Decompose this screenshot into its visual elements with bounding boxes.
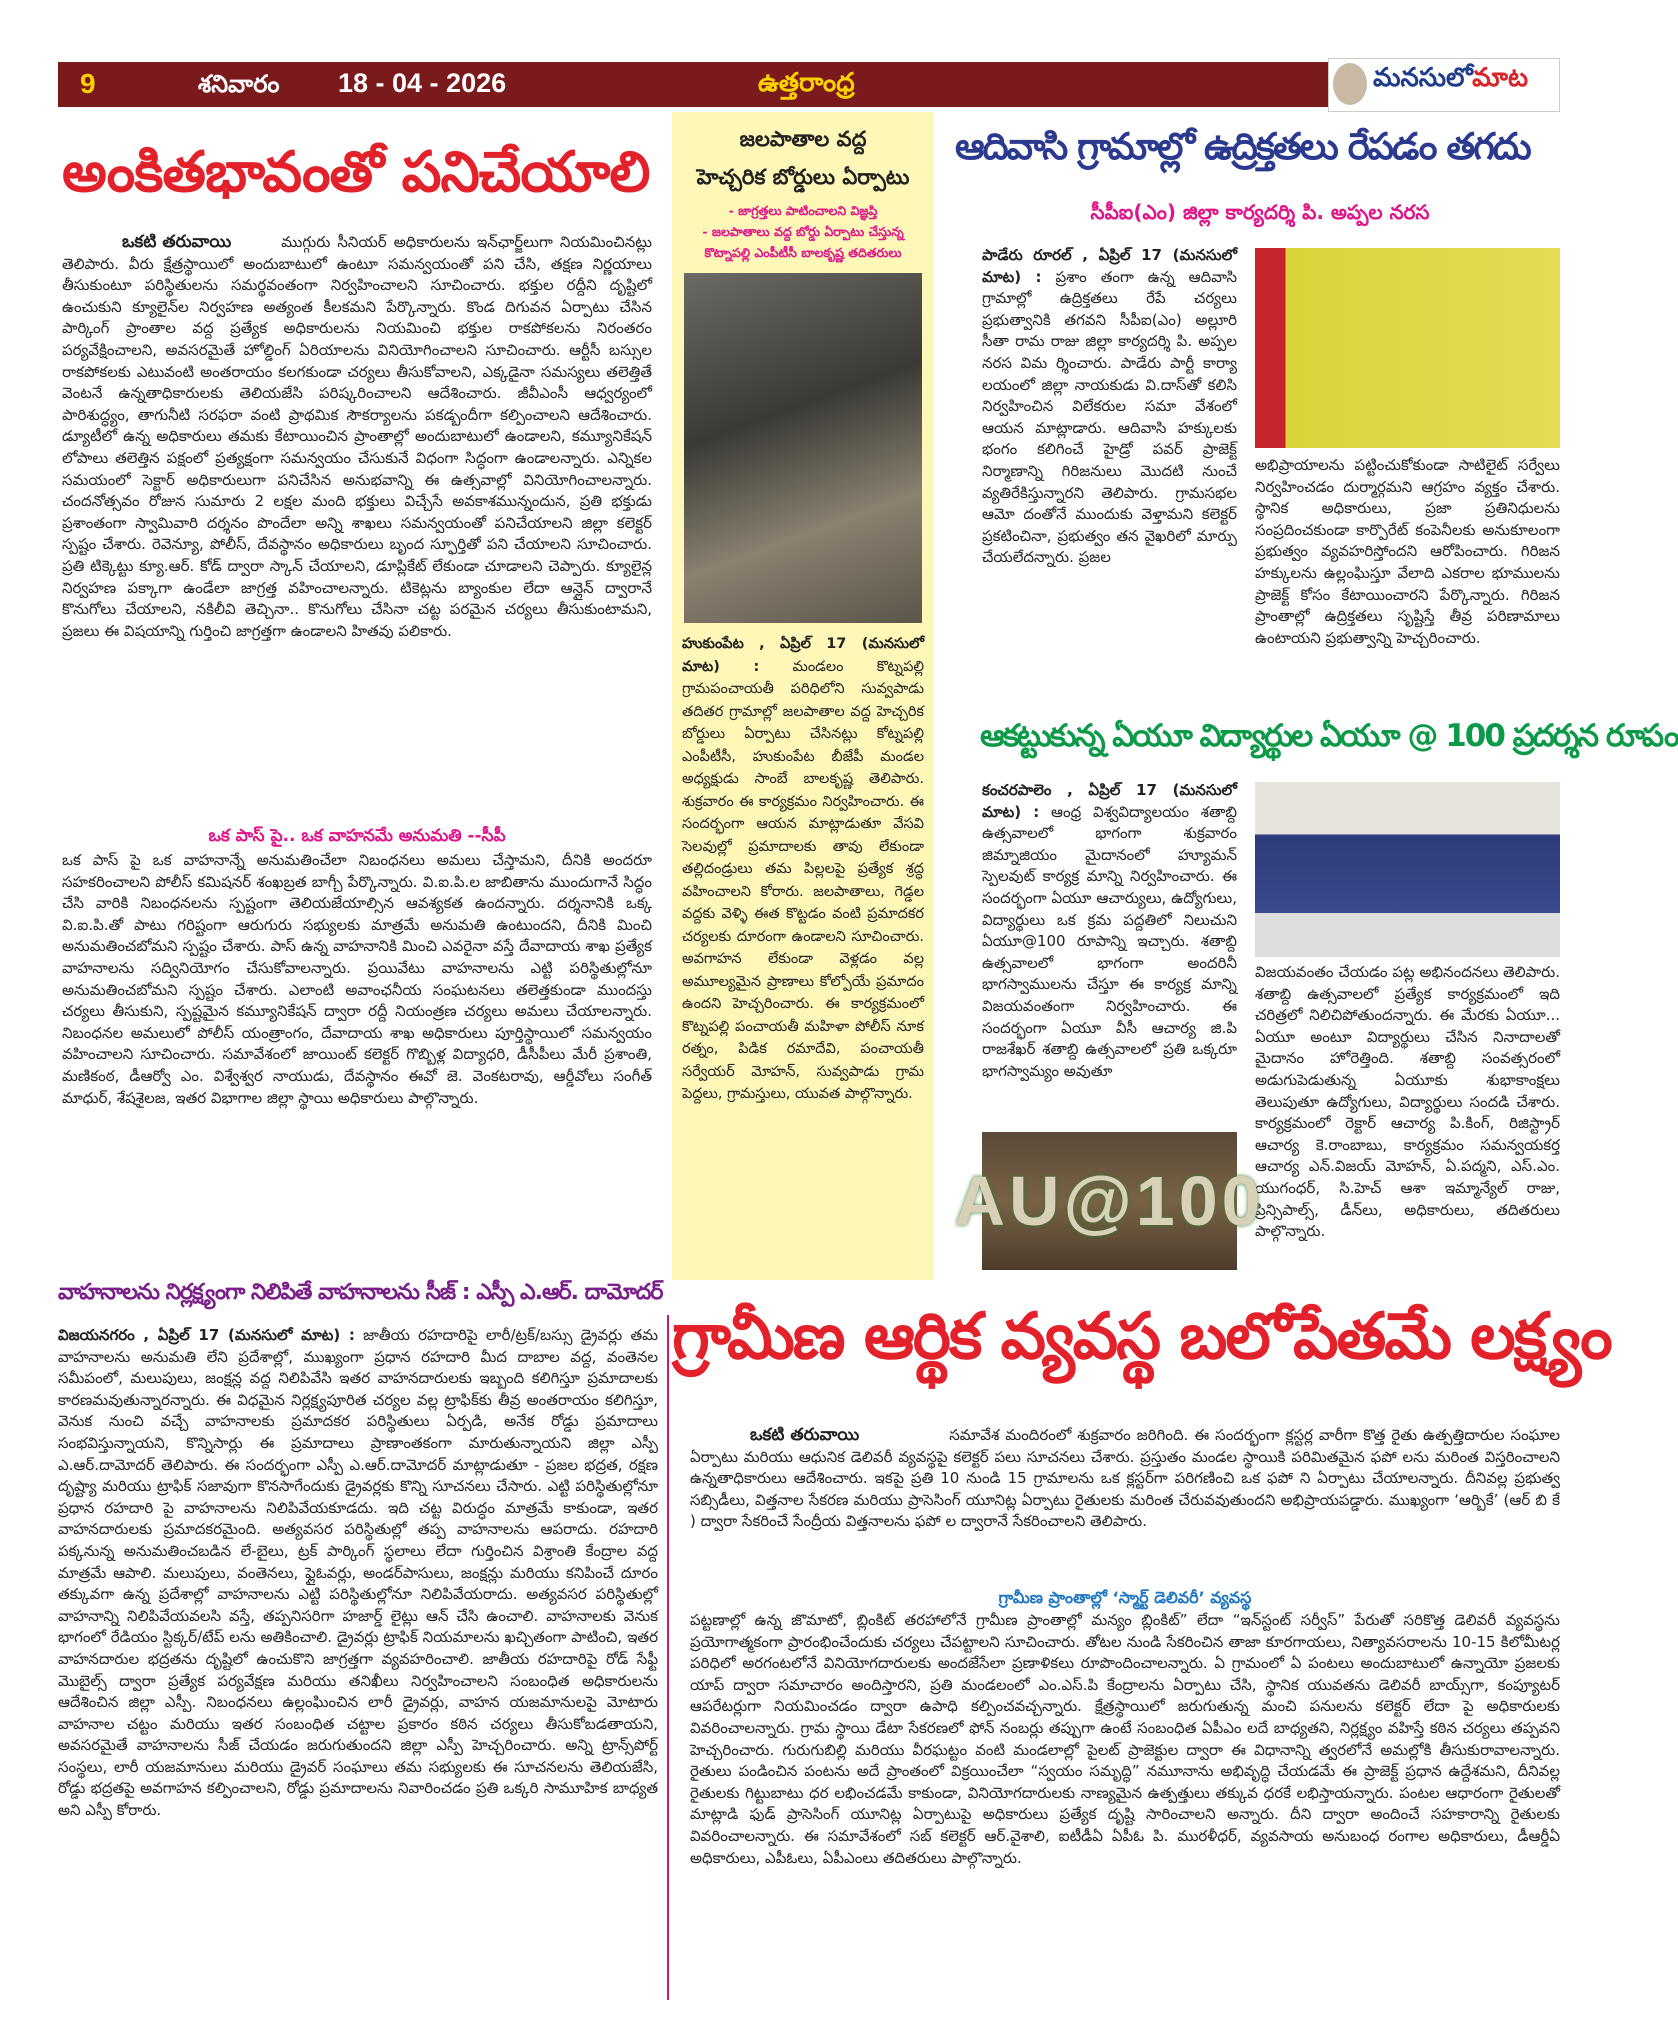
waterfall-photo (684, 273, 922, 623)
article5-headline: ఆకట్టుకున్న ఏయూ విద్యార్థుల ఏయూ @ 100 ప్రదర్శన రూపం (980, 718, 1678, 754)
article2-dateline: విజయనగరం , ఏప్రిల్ 17 (మనసులో మాట) : (58, 1326, 355, 1344)
article5-dateline: కంచరపాలెం , ఏప్రిల్ 17 (మనసులో మాట) : (982, 781, 1237, 821)
article5-body-cont: విజయవంతం చేయడం పట్ల అభినందనలు తెలిపారు. శతాబ్ది ఉత్సవాలలో ప్రత్యేక కార్యక్రమంలో ఇది చరిత్రలో నిలిచిపోతుందన్నారు. ఈ మేరకు ఏయూ... ఏయూ అంటూ విద్యార్థులు చేసిన నినాదాలతో మైదానం హోరెత్తింది. శతాబ్ది సంవత్సరంలో అడుగుపెడుతున్న ఏయూకు శుభాకాంక్షలు తెలుపుతూ ఉద్యోగులు, విద్యార్థులు సందడి చేశారు. కార్యక్రమంలో రెక్టార్ ఆచార్య పి.కింగ్, రిజిస్ట్రార్ ఆచార్య కె.రాంబాబు, కార్యక్రమం సమన్వయకర్త ఆచార్య ఎన్.విజయ్ మోహన్, ఏ.పద్మని, ఎస్.ఎం. యుగంధర్, సి.హెచ్ ఆశా ఇమ్మాన్యేల్ రాజు, ప్రిన్సిపాల్స్, డీన్‌లు, అధికారులు, తదితరులు పాల్గొన్నారు. (1255, 963, 1560, 1241)
newspaper-logo (1328, 58, 1560, 112)
article2-headline: వాహనాలను నిర్లక్ష్యంగా నిలిపితే వాహనాలను సీజ్ : ఎస్పీ ఎ.ఆర్. దామోదర్ (58, 1280, 663, 1305)
date: 18 - 04 - 2026 (338, 68, 507, 98)
article3-headline-line2: హెచ్చరిక బోర్డులు ఏర్పాటు (696, 165, 910, 189)
article4-body (982, 245, 1237, 685)
article3-bullet2: - జలపాతాలు వద్ద బోర్డు ఏర్పాటు చేస్తున్న కొట్నాపల్లి ఎంపీటీసీ బాలకృష్ణ తదితరులు (702, 224, 904, 260)
article3-box (672, 112, 934, 1280)
article1-headline: అంకితభావంతో పనిచేయాలి (62, 140, 650, 205)
article4-subhead: సీపీఐ(ఎం) జిల్లా కార్యదర్శి పి. అప్పల నరస (1090, 200, 1430, 224)
cpim-leaders-photo (1255, 248, 1560, 448)
article4-body-cont: అభిప్రాయాలను పట్టించుకోకుండా సాటిలైట్ సర్వేలు నిర్వహించడం దుర్మార్గమని ఆగ్రహం వ్యక్తం చేశారు. స్థానిక అధికారులు, ప్రజా ప్రతినిధులను సంప్రదించకుండా కార్పొరేట్ కంపెనీలకు అనుకూలంగా ప్రభుత్వం వ్యవహరిస్తోందని ఆరోపించారు. గిరిజన హక్కులను ఉల్లంఘిస్తూ వేలాది ఎకరాల భూములను ప్రాజెక్ట్ కోసం కేటాయించారని పేర్కొన్నారు. గిరిజన ప్రాంతాల్లో ఉద్రిక్తతలు సృష్టిస్తే తీవ్ర పరిణామాలు ఉంటాయని ప్రభుత్వాన్ని హెచ్చరించారు. (1255, 456, 1560, 647)
au100-formation-photo (954, 1132, 1265, 1270)
article6-body (690, 1425, 1560, 1585)
logo-text-a: మనసులో (1373, 63, 1473, 93)
article3-text: మండలం కొట్నపల్లి గ్రామపంచాయతీ పరిధిలోని సువ్వపాడు తదితర గ్రామాల్లో జలపాతాల వద్ద హెచ్చరిక బోర్డులు ఏర్పాటు చేసినట్లు కోట్నపల్లి ఎంపీటీసీ, హుకుంపేట బీజేపీ మండల అధ్యక్షుడు సాంబే బాలకృష్ణ తెలిపారు. శుక్రవారం ఈ కార్యక్రమం నిర్వహించారు. ఈ సందర్భంగా ఆయన మాట్లాడుతూ వేసవి సెలవుల్లో ప్రమాదాలకు తావు లేకుండా తల్లిదండ్రులు తమ పిల్లలపై ప్రత్యేక శ్రద్ధ వహించాలని కోరారు. జలపాతాలు, గెడ్డల వద్దకు వెళ్ళి ఈత కొట్టడం వంటి ప్రమాదకర చర్యలకు దూరంగా ఉండాలని సూచించారు. అవగాహన లేకుండా వెళ్లడం వల్ల అమూల్యమైన ప్రాణాలు కోల్పోయే ప్రమాదం ఉందని హెచ్చరించారు. ఈ కార్యక్రమంలో కొట్నపల్లి పంచాయతీ మహిళా పోలీస్ నూక రత్నం, పిడిక రమాదేవి, పంచాయతీ సర్వేయర్ మోహన్, సువ్వపాడు గ్రామ పెద్దలు, గ్రామస్తులు, యువత పాల్గొన్నారు. (682, 658, 925, 1102)
article1-subhead: ఒక పాస్ పై.. ఒక వాహనమే అనుమతి --సీపీ (208, 826, 506, 846)
article3-dateline: హుకుంపేట , ఏప్రిల్ 17 (మనసులో మాట) : (682, 636, 924, 675)
article6-dateline: ఒకటి తరువాయి (750, 1425, 860, 1445)
article6-text: సమావేశ మందిరంలో శుక్రవారం జరిగింది. ఈ సందర్భంగా క్లస్టర్ల వారీగా కొత్త రైతు ఉత్పత్తిదారుల సంఘాల ఏర్పాటు మరియు ఆధునిక డెలివరీ వ్యవస్థపై కలెక్టర్ పలు సూచనలు చేశారు. ప్రస్తుతం మండల స్థాయికి పరిమితమైన ఫపో లను మరింత విస్తరించాలని ఉన్నతాధికారులు ఆదేశించారు. ఇకపై ప్రతి 10 నుండి 15 గ్రామాలను ఒక క్లస్టర్‌గా పరిగణించి ఒక ఫపో ని ఏర్పాటు చేయాలన్నారు. దీనివల్ల ప్రభుత్వ సబ్సిడీలు, విత్తనాల సేకరణ మరియు ప్రాసెసింగ్ యూనిట్ల ఏర్పాటు రైతులకు మరింత చేరువవుతుందని అభిప్రాయపడ్డారు. ముఖ్యంగా ‘ఆర్బికే’ (ఆర్ బి కే ) ద్వారా సేకరించే సేంద్రీయ విత్తనాలను ఫపో ల ద్వారానే సేకరించాలని తెలిపారు. (690, 1426, 1560, 1531)
logo-text-b: మాట (1472, 63, 1529, 93)
article4-text: ప్రశాం తంగా ఉన్న ఆదివాసి గ్రామాల్లో ఉద్రిక్తతలు రేపే చర్యలు ప్రభుత్వానికి తగవని సీపీఐ(ఎం) అల్లూరి సీతా రామ రాజు జిల్లా కార్యదర్శి పి. అప్పల నరస విమ ర్శించారు. పాడేరు పార్టీ కార్యా లయంలో జిల్లా నాయకుడు వి.దాస్‌తో కలిసి నిర్వహించిన విలేకరుల సమా వేశంలో ఆయన మాట్లాడారు. ఆదివాసి హక్కులకు భంగం కలిగించే హైడ్రో పవర్ ప్రాజెక్ట్ నిర్మాణాన్ని గిరిజనులు మొదటి నుంచే వ్యతిరేకిస్తున్నారని తెలిపారు. గ్రామసభల ఆమో దంతోనే ముందుకు వెళ్తామని కలెక్టర్ ప్రకటించినా, ప్రభుత్వం తన వైఖరిలో మార్పు చేయలేదన్నారు. ప్రజల (982, 267, 1237, 567)
article2-body (58, 1325, 658, 2005)
logo-portrait-icon (1333, 63, 1367, 105)
article4-dateline: పాడేరు రూరల్ , ఏప్రిల్ 17 (మనసులో మాట) : (982, 246, 1237, 286)
article3-headline-line1: జలపాతాల వద్ద (739, 127, 867, 151)
article3-body (682, 633, 924, 1203)
column-divider (667, 1315, 669, 2000)
day: శనివారం (198, 70, 280, 98)
au100-image-text: AU@100 (954, 1162, 1265, 1240)
article3-bullet1: - జాగ్రత్తలు పాటించాలని విజ్ఞప్తి (728, 203, 878, 218)
au-participants-photo (1255, 782, 1560, 957)
article2-text: జాతీయ రహదారిపై లారీ/ట్రక్/బస్సు డ్రైవర్లు తమ వాహనాలను అనుమతి లేని ప్రదేశాల్లో, ముఖ్యంగా ప్రధాన రహదారి మీద దాబాల వద్ద, వంతెనల సమీపంలో, మలుపులు, జంక్షన్ల వద్ద నిలిపివేసి ఇతర వాహనదారులకు ఇబ్బంది కలిగిస్తూ ప్రమాదాలకు కారణమవుతున్నారన్నారు. ఈ విధమైన నిర్లక్ష్యపూరిత చర్యల వల్ల ట్రాఫిక్‌కు తీవ్ర అంతరాయం కలిగిస్తూ, వెనుక నుంచి వచ్చే వాహనాలకు ప్రమాదకర పరిస్థితులు ఏర్పడి, అనేక రోడ్డు ప్రమాదాలు సంభవిస్తున్నాయని, కొన్నిసార్లు ఈ ప్రమాదాలు ప్రాణాంతకంగా మారుతున్నాయని జిల్లా ఎస్పీ ఎ.ఆర్.దామోదర్ తెలిపారు. ఈ సందర్భంగా ఎస్పీ ఎ.ఆర్.దామోదర్ మాట్లాడుతూ - ప్రజల భద్రత, రక్షణ దృష్ట్యా మరియు ట్రాఫిక్ సజావుగా కొనసాగేందుకు డ్రైవర్లకు కొన్ని సూచనలు చేసారు. ఎట్టి పరిస్థితుల్లోనూ ప్రధాన రహదారి పై వాహనాలను నిలిపివేయకూడదు. ఇది చట్ట విరుద్ధం మాత్రమే కాకుండా, ఇతర వాహనదారులకు ప్రమాదకరమైంది. అత్యవసర పరిస్థితుల్లో తప్ప వాహనాలను ఆపరాదు. రహదారి పక్కనున్న అనుమతించబడిన లే-బైలు, ట్రక్ పార్కింగ్ స్థలాలు లేదా గుర్తించిన విశ్రాంతి కేంద్రాల వద్ద మాత్రమే ఆపాలి. మలుపులు, వంతెనలు, ఫ్లైఓవర్లు, అండర్‌పాసులు, జంక్షన్లు మరియు కనిపించే దూరం తక్కువగా ఉన్న ప్రదేశాల్లో వాహనాలను ఎట్టి పరిస్థితుల్లోనూ నిలిపివేయరాదు. అత్యవసర పరిస్థితుల్లో వాహనాన్ని నిలిపివేయవలసి వస్తే, తప్పనిసరిగా హజార్డ్ లైట్లు ఆన్ చేసి ఉంచాలి. వాహనాలకు వెనుక భాగంలో రేడియం స్టిక్కర్/టేప్ లను అతికించాలి. డ్రైవర్లు ట్రాఫిక్ నియమాలను ఖచ్చితంగా పాటించి, ఇతర వాహనదారుల భద్రతను దృష్టిలో ఉంచుకొని జాగ్రత్తగా వ్యవహరించాలి. జాతీయ రహదారిపై రోడ్ సేఫ్టీ మొబైల్స్ ద్వారా ప్రత్యేక పర్యవేక్షణ మరియు తనిఖీలు నిర్వహించాలని సంబంధిత అధికారులను ఆదేశించిన జిల్లా ఎస్పీ. నిబంధనలు ఉల్లంఘించిన లారీ డ్రైవర్లు, వాహన యజమానులపై మోటారు వాహనాల చట్టం మరియు ఇతర సంబంధిత చట్టాల ప్రకారం కఠిన చర్యలు తీసుకోబడతాయని, అవసరమైతే వాహనాలను సీజ్ చేయడం జరుగుతుందని జిల్లా ఎస్పీ హెచ్చరించారు. అన్ని ట్రాన్స్‌పోర్ట్ సంస్థలు, లారీ యజమానులు మరియు డ్రైవర్ సంఘాలు తమ సభ్యులకు ఈ సూచనలను తెలియజేసి, రోడ్డు భద్రతపై అవగాహన కల్పించాలని, రోడ్డు ప్రమాదాలను నివారించడం ప్రతి ఒక్కరి సామూహిక బాధ్యత అని ఎస్పీ కోరారు. (58, 1326, 658, 1820)
article1-body (62, 232, 652, 822)
article6-headline: గ్రామీణ ఆర్థిక వ్యవస్థ బలోపేతమే లక్ష్యం (672, 1300, 1611, 1374)
logo-text (1373, 63, 1528, 99)
section-name: ఉత్తరాంధ్ర (758, 68, 855, 98)
article1-dateline: ఒకటి తరువాయి (122, 232, 232, 252)
article4-headline: ఆదివాసి గ్రామాల్లో ఉద్రిక్తతలు రేపడం తగదు (955, 125, 1530, 168)
article5-body (982, 780, 1237, 1125)
article1-text: ముగ్గురు సీనియర్ అధికారులను ఇన్‌ఛార్జ్‌లుగా నియమించినట్లు తెలిపారు. వీరు క్షేత్రస్థాయిలో అందుబాటులో ఉంటూ సమన్వయంతో పని చేసి, తక్షణ నిర్ణయాలు తీసుకుంటూ పరిస్థితులను సమర్థవంతంగా నిర్వహించాలని సూచించారు. భక్తుల రద్దీని దృష్టిలో ఉంచుకుని క్యూలైన్‌ల నిర్వహణ అత్యంత కీలకమని పేర్కొన్నారు. కొండ దిగువన ఏర్పాటు చేసిన పార్కింగ్ ప్రాంతాల వద్ద ప్రత్యేక అధికారులను నియమించి భక్తుల రాకపోకలను నిరంతరం పర్యవేక్షించాలని, అవసరమైతే హోల్డింగ్ ఏరియాలను వినియోగించాలని సూచించారు. ఆర్టీసీ బస్సుల రాకపోకలకు ఎటువంటి అంతరాయం కలగకుండా చర్యలు తీసుకోవాలని, ఎక్కడైనా సమస్యలు తలెత్తితే వెంటనే ఉన్నతాధికారులకు తెలియజేసి పరిష్కరించాలని ఆదేశించారు. జీవీఎంసీ ఆధ్వర్యంలో పారిశుద్ధ్యం, తాగునీటి సరఫరా వంటి ప్రాథమిక సౌకర్యాలను పకడ్బందీగా కల్పించాలని ఆదేశించారు. డ్యూటీలో ఉన్న అధికారులు తమకు కేటాయించిన ప్రాంతాల్లో అందుబాటులో ఉండాలని, కమ్యూనికేషన్ లోపాలు తలెత్తిన పక్షంలో ప్రత్యక్షంగా సమన్వయం చేసుకునే విధంగా సిద్ధంగా ఉండాలన్నారు. ఎన్నికల సమయంలో సెక్టార్ అధికారులుగా పనిచేసిన అనుభవాన్ని ఈ ఉత్సవాల్లో వినియోగించాలన్నారు. చందనోత్సవం రోజున సుమారు 2 లక్షల మంది భక్తులు విచ్చేసే అవకాశమున్నందున, ప్రతి భక్తుడు ప్రశాంతంగా స్వామివారి దర్శనం పొందేలా అన్ని శాఖలు సమన్వయంతో పనిచేయాలని జిల్లా కలెక్టర్ స్పష్టం చేశారు. రెవెన్యూ, పోలీస్, దేవస్థానం అధికారులు బృంద స్ఫూర్తితో పని చేయాలని సూచించారు. ప్రతి టిక్కెట్టు క్యూ.ఆర్. కోడ్ ద్వారా స్కాన్ చేయాలని, డూప్లికేట్ లేకుండా చూడాలని చెప్పారు. క్యూలైన్ల నిర్వహణ పక్కాగా ఉండేలా జాగ్రత్త వహించాలన్నారు. టికెట్లను బ్యాంకుల లేదా ఆన్లైన్ ద్వారానే కొనుగోలు చేయాలని, నకిలీవి తెచ్చినా.. కొనుగోలు చేసినా చట్ట పరమైన చర్యలు తీసుకుంటామని, ప్రజలు ఈ విషయాన్ని గుర్తించి జాగ్రత్తగా ఉండాలని హితవు పలికారు. (62, 233, 652, 640)
page-number: 9 (80, 68, 96, 99)
article5-text: ఆంధ్ర విశ్వవిద్యాలయం శతాబ్ది ఉత్సవాలలో భాగంగా శుక్రవారం జిమ్నాజియం మైదానంలో హ్యూమన్ స్పెలవుట్ కార్యక్ర మాన్ని నిర్వహించారు. ఈ సందర్భంగా ఏయూ ఆచార్యులు, ఉద్యోగులు, విద్యార్థులు ఒక క్రమ పద్దతిలో నిలుచుని ఏయూ@100 రూపాన్ని ఇచ్చారు. శతాబ్ది ఉత్సవాలలో భాగంగా అందరినీ భాగస్వాములను చేస్తూ ఈ కార్యక్ర మాన్ని విజయవంతంగా నిర్వహించారు. ఈ సందర్భంగా ఏయూ వీసీ ఆచార్య జి.పి రాజశేఖర్ శతాబ్ది ఉత్సవాలలో ప్రతి ఒక్కరూ భాగస్వామ్యం అవుతూ (982, 802, 1237, 1080)
masthead (58, 62, 1560, 107)
article6-body2: పట్టణాల్లో ఉన్న జొమాటో, బ్లింకిట్ తరహాలోనే గ్రామీణ ప్రాంతాల్లో మన్యం బ్లింకిట్” లేదా “ఇన్‌స్టంట్ సర్వీస్” పేరుతో సరికొత్త డెలివరీ వ్యవస్థను ప్రయోగాత్మకంగా ప్రారంభించేందుకు చర్యలు చేపట్టాలని సూచించారు. తోటల నుండి సేకరించిన తాజా కూరగాయలు, నిత్యావసరాలను 10-15 కిలోమీటర్ల పరిధిలో అరగంటలోనే వినియోగదారులకు అందజేసేలా ప్రణాళికలు రూపొందించాలన్నారు. ఏ గ్రామంలో ఏ పంటలు అందుబాటులో ఉన్నాయో ప్రజలకు యాప్ ద్వారా సమాచారం అందిస్తారని, ప్రతి మండలంలో ఎం.ఎస్.పి కేంద్రాలను ఏర్పాటు చేసి, స్థానిక యువతను డెలివరీ బాయ్స్‌గా, కంప్యూటర్ ఆపరేటర్లుగా నియమించడం ద్వారా ఉపాధి కల్పించవచ్చన్నారు. క్షేత్రస్థాయిలో జరుగుతున్న మంచి పనులను కలెక్టర్ లేదా పై అధికారులకు వివరించాలన్నారు. గ్రామ స్థాయి డేటా సేకరణలో ఫోన్ నంబర్లు తప్పుగా ఉంటే సంబంధిత ఏపీఎం లదే బాధ్యతని, నిర్లక్ష్యం వహిస్తే కఠిన చర్యలు తప్పవని హెచ్చరించారు. గురుగుబిల్లి మరియు వీరఘట్టం వంటి మండలాల్లో పైలట్ ప్రాజెక్టుల ద్వారా ఈ విధానాన్ని త్వరలోనే అమల్లోకి తీసుకురావాలన్నారు. రైతులు పండించిన పంటను అదే ప్రాంతంలో విక్రయించేలా “స్వయం సమృద్ధి” నమూనాను అభివృద్ధి చేయడమే ఈ ప్రాజెక్ట్ ప్రధాన ఉద్దేశమని, దీనివల్ల రైతులకు గిట్టుబాటు ధర లభించడమే కాకుండా, వినియోగదారులకు నాణ్యమైన ఉత్పత్తులు తక్కువ ధరకే లభిస్తాయన్నారు. పంటల ఆధారంగా రైతులతో మాట్లాడి ఫుడ్ ప్రాసెసింగ్ యూనిట్ల ఏర్పాటుపై అధికారులు ప్రత్యేక దృష్టి సారించాలని అన్నారు. దీని ద్వారా అందించే సహకారాన్ని రైతులకు వివరించాలన్నారు. ఈ సమావేశంలో సబ్ కలెక్టర్ ఆర్.వైశాలి, ఐటీడీఏ ఏపీఓ పి. మురళీధర్, వ్యవసాయ అనుబంధ రంగాల అధికారులు, డీఆర్డీఏ అధికారులు, ఎపీఓలు, ఏపీఎంలు తదితరులు పాల్గొన్నారు. (690, 1611, 1560, 1867)
article6-subhead: గ్రామీణ ప్రాంతాల్లో ‘స్మార్ట్ డెలివరీ’ వ్యవస్థ (998, 1588, 1252, 1607)
article1-body2: ఒక పాస్ పై ఒక వాహనాన్నే అనుమతించేలా నిబంధనలు అమలు చేస్తామని, దీనికి అందరూ సహకరించాలని పోలీస్ కమిషనర్ శంఖబ్రత బాగ్చీ పేర్కొన్నారు. వి.ఐ.పి.ల జాబితాను ముందుగానే సిద్ధం చేసి వారికి నిబంధనలను స్పష్టంగా తెలియజేయాల్సిన ఆవశ్యకత ఉందన్నారు. దర్శనానికి ఒక్క వి.ఐ.పి.తో పాటు గరిష్టంగా ఆరుగురు సభ్యులకు మాత్రమే అనుమతి ఉంటుందని, దీనికి మించి అనుమతించబోమని స్పష్టం చేశారు. పాస్ ఉన్న వాహనానికి మించి ఎవరైనా వస్తే దేవాదాయ శాఖ ప్రత్యేక వాహనాలను సద్వినియోగం చేసుకోవాలన్నారు. ప్రయివేటు వాహనాలను ఎట్టి పరిస్థితుల్లోనూ అనుమతించబోమని స్పష్టం చేశారు. ఎలాంటి అవాంఛనీయ సంఘటనలు తలెత్తకుండా ముందస్తు చర్యలు తీసుకుని, స్పష్టమైన కమ్యూనికేషన్ ద్వారా రద్దీ నియంత్రణ చర్యలు అమలు చేయాలన్నారు. నిబంధనల అమలులో పోలీస్ యంత్రాంగం, దేవాదాయ శాఖ అధికారులు పూర్తిస్థాయిలో సమన్వయం వహించాలని సూచించారు. సమావేశంలో జాయింట్ కలెక్టర్ గొబ్బిళ్ల విద్యాధరి, డీసీపీలు మేరీ ప్రశాంతి, మణికంఠ, డీఆర్వో ఎం. విశ్వేశ్వర నాయుడు, దేవస్థానం ఈవో జె. వెంకటరావు, ఆర్డీవోలు సంగీత్ మాధుర్, శేషశైలజ, ఇతర విభాగాల జిల్లా స్థాయి అధికారులు పాల్గొన్నారు. (62, 851, 652, 1107)
